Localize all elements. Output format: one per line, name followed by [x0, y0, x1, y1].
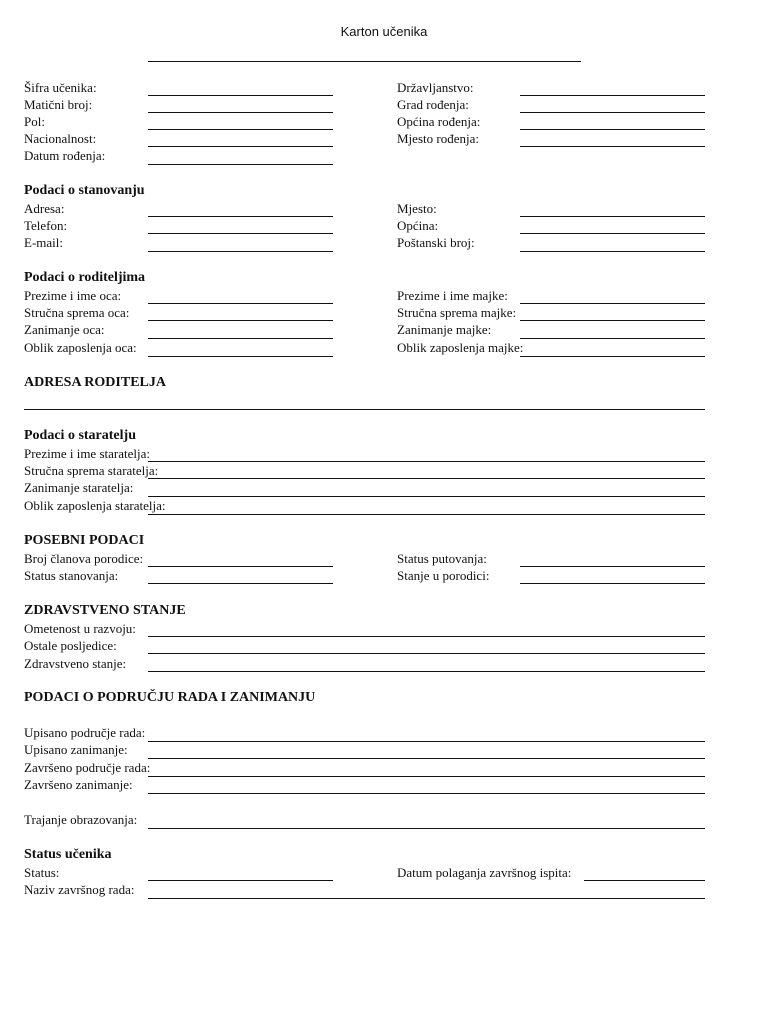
field-line[interactable] [584, 880, 705, 881]
field-label: Stanje u porodici: [397, 568, 490, 583]
field-line[interactable] [148, 338, 333, 339]
field-line[interactable] [148, 216, 333, 217]
field-line[interactable] [148, 112, 333, 113]
field-label: Zdravstveno stanje: [24, 656, 127, 671]
field-line[interactable] [148, 303, 333, 304]
field-label: Grad rođenja: [397, 97, 469, 112]
field-label: Ometenost u razvoju: [24, 621, 136, 636]
field-line[interactable] [148, 129, 333, 130]
field-label: Pol: [24, 114, 45, 129]
field-label: Općina rođenja: [397, 114, 481, 129]
field-label: Upisano zanimanje: [24, 742, 128, 757]
field-label: Trajanje obrazovanja: [24, 812, 138, 827]
field-line[interactable] [148, 251, 333, 252]
field-line[interactable] [520, 129, 705, 130]
field-line[interactable] [520, 356, 705, 357]
field-line[interactable] [520, 583, 705, 584]
field-label: Zanimanje majke: [397, 322, 492, 337]
field-label: Matični broj: [24, 97, 93, 112]
field-label: Oblik zaposlenja oca: [24, 340, 137, 355]
field-label: Telefon: [24, 218, 68, 233]
field-label: Broj članova porodice: [24, 551, 144, 566]
field-label: Prezime i ime oca: [24, 288, 122, 303]
field-line[interactable] [520, 233, 705, 234]
field-label: E-mail: [24, 235, 63, 250]
field-line[interactable] [148, 320, 333, 321]
field-line[interactable] [148, 898, 705, 899]
field-line[interactable] [148, 828, 705, 829]
field-line[interactable] [520, 338, 705, 339]
field-line[interactable] [148, 653, 705, 654]
field-label: Upisano područje rada: [24, 725, 146, 740]
title-underline [148, 61, 581, 62]
field-label: Općina: [397, 218, 439, 233]
field-label: Status putovanja: [397, 551, 487, 566]
field-line[interactable] [148, 233, 333, 234]
field-line[interactable] [148, 671, 705, 672]
field-line[interactable] [148, 461, 705, 462]
field-label: Oblik zaposlenja majke: [397, 340, 524, 355]
field-label: Status stanovanja: [24, 568, 119, 583]
field-label: Mjesto rođenja: [397, 131, 479, 146]
field-label: Adresa: [24, 201, 65, 216]
field-line[interactable] [520, 216, 705, 217]
field-label: Završeno područje rada: [24, 760, 151, 775]
field-label: Prezime i ime majke: [397, 288, 508, 303]
field-label: Prezime i ime staratelja: [24, 446, 150, 461]
field-line[interactable] [148, 566, 333, 567]
field-line[interactable] [148, 776, 705, 777]
field-line[interactable] [148, 478, 705, 479]
field-line[interactable] [520, 95, 705, 96]
section-heading-occupation: PODACI O PODRUČJU RADA I ZANIMANJU [24, 690, 316, 705]
field-line[interactable] [148, 95, 333, 96]
field-line[interactable] [520, 303, 705, 304]
field-label: Datum rođenja: [24, 148, 106, 163]
field-label: Državljanstvo: [397, 80, 474, 95]
field-label: Nacionalnost: [24, 131, 97, 146]
field-line[interactable] [148, 880, 333, 881]
field-line[interactable] [148, 741, 705, 742]
field-line[interactable] [148, 583, 333, 584]
field-line[interactable] [148, 636, 705, 637]
section-heading-parents-address: ADRESA RODITELJA [24, 375, 166, 390]
field-line[interactable] [520, 320, 705, 321]
field-line[interactable] [520, 251, 705, 252]
field-line[interactable] [148, 146, 333, 147]
field-label: Šifra učenika: [24, 80, 97, 95]
field-label: Zanimanje oca: [24, 322, 105, 337]
section-heading-guardian: Podaci o staratelju [24, 428, 136, 443]
field-line[interactable] [148, 758, 705, 759]
field-label: Stručna sprema staratelja: [24, 463, 159, 478]
page-title: Karton učenika [340, 24, 428, 39]
field-label: Zanimanje staratelja: [24, 480, 134, 495]
section-heading-special: POSEBNI PODACI [24, 533, 145, 548]
field-line[interactable] [148, 356, 333, 357]
field-label: Stručna sprema majke: [397, 305, 517, 320]
field-line[interactable] [148, 514, 705, 515]
field-label: Datum polaganja završnog ispita: [397, 865, 572, 880]
field-line[interactable] [520, 112, 705, 113]
field-line[interactable] [148, 496, 705, 497]
section-heading-status: Status učenika [24, 847, 112, 862]
field-label: Status: [24, 865, 60, 880]
field-line[interactable] [520, 146, 705, 147]
section-heading-health: ZDRAVSTVENO STANJE [24, 603, 186, 618]
section-heading-housing: Podaci o stanovanju [24, 183, 145, 198]
field-label: Stručna sprema oca: [24, 305, 130, 320]
field-line[interactable] [148, 164, 333, 165]
field-line[interactable] [24, 409, 705, 410]
field-line[interactable] [148, 793, 705, 794]
field-label: Mjesto: [397, 201, 437, 216]
section-heading-parents: Podaci o roditeljima [24, 270, 146, 285]
field-label: Poštanski broj: [397, 235, 475, 250]
field-label: Ostale posljedice: [24, 638, 117, 653]
field-label: Oblik zaposlenja staratelja: [24, 498, 166, 513]
field-line[interactable] [520, 566, 705, 567]
field-label: Naziv završnog rada: [24, 882, 135, 897]
field-label: Završeno zanimanje: [24, 777, 133, 792]
